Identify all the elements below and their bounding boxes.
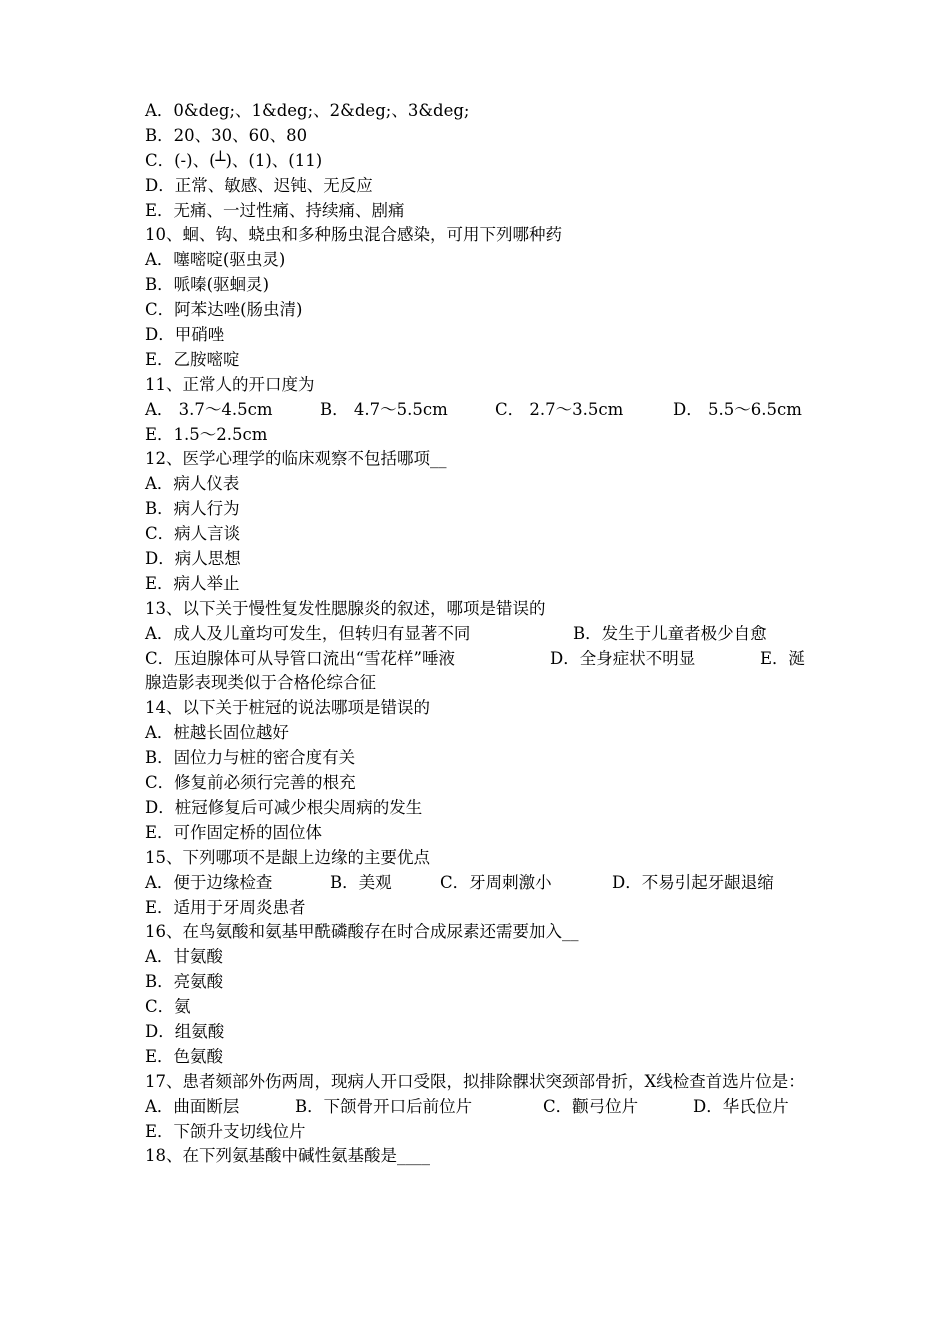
q15-options-row [145, 871, 810, 896]
q14-stem: 14、以下关于桩冠的说法哪项是错误的 [145, 698, 430, 718]
q17-options-row [145, 1095, 810, 1120]
q10-option-b: B．哌嗪(驱蛔灵) [145, 275, 269, 295]
q16-option-d: D．组氨酸 [145, 1021, 225, 1041]
q16-stem: 16、在鸟氨酸和氨基甲酰磷酸存在时合成尿素还需要加入__ [145, 922, 579, 942]
q14-option-a: A．桩越长固位越好 [145, 723, 289, 743]
q14-option-d: D．桩冠修复后可减少根尖周病的发生 [145, 797, 423, 817]
q14-option-c: C．修复前必须行完善的根充 [145, 773, 356, 793]
q11-option-a: A． 3.7～4.5cm [145, 399, 273, 419]
q9-option-e: E．无痛、一过性痛、持续痛、剧痛 [145, 200, 405, 220]
q17-option-b: B．下颌骨开口后前位片 [295, 1096, 473, 1116]
q10-option-e: E．乙胺嘧啶 [145, 349, 240, 369]
q10-option-c: C．阿苯达唑(肠虫清) [145, 300, 303, 320]
q15-option-d: D．不易引起牙龈退缩 [612, 872, 774, 892]
q11-stem: 11、正常人的开口度为 [145, 374, 315, 394]
q14-option-e: E．可作固定桥的固位体 [145, 822, 323, 842]
q16-option-c: C．氨 [145, 997, 191, 1017]
q12-option-e: E．病人举止 [145, 573, 240, 593]
q13-option-d: D．全身症状不明显 [550, 648, 696, 668]
q13-option-b: B．发生于儿童者极少自愈 [573, 623, 767, 643]
q17-stem: 17、患者颏部外伤两周，现病人开口受限，拟排除髁状突颈部骨折，X线检查首选片位是： [145, 1071, 805, 1091]
q13-options-row-1 [145, 622, 810, 647]
q18-stem: 18、在下列氨基酸中碱性氨基酸是____ [145, 1146, 430, 1166]
q17-option-a: A．曲面断层 [145, 1096, 240, 1116]
q15-option-c: C．牙周刺激小 [440, 872, 552, 892]
q10-stem: 10、蛔、钩、蛲虫和多种肠虫混合感染，可用下列哪种药 [145, 225, 562, 245]
q10-option-a: A．噻嘧啶(驱虫灵) [145, 250, 286, 270]
q13-option-e-continued: 腺造影表现类似于合格伦综合征 [145, 673, 376, 693]
q16-option-b: B．亮氨酸 [145, 972, 224, 992]
q12-option-c: C．病人言谈 [145, 524, 241, 544]
q13-options-row-2 [145, 647, 810, 672]
q17-option-d: D．华氏位片 [693, 1096, 789, 1116]
q15-option-b: B．美观 [330, 872, 392, 892]
q17-option-c: C．颧弓位片 [543, 1096, 639, 1116]
q10-option-d: D．甲硝唑 [145, 325, 225, 345]
q9-option-d: D．正常、敏感、迟钝、无反应 [145, 175, 373, 195]
q13-option-e-prefix: E．涎 [760, 648, 806, 668]
q11-options-row [145, 398, 810, 423]
q15-option-a: A．便于边缘检查 [145, 872, 273, 892]
exam-page [145, 99, 810, 1169]
q13-option-a: A．成人及儿童均可发生，但转归有显著不同 [145, 623, 471, 643]
q11-option-e: E．1.5～2.5cm [145, 424, 268, 444]
q12-option-d: D．病人思想 [145, 549, 241, 569]
q15-option-e: E．适用于牙周炎患者 [145, 897, 306, 917]
q11-option-c: C． 2.7～3.5cm [495, 399, 624, 419]
q12-option-b: B．病人行为 [145, 499, 240, 519]
q13-option-c: C．压迫腺体可从导管口流出“雪花样”唾液 [145, 648, 455, 668]
q11-option-b: B． 4.7～5.5cm [320, 399, 448, 419]
q11-option-d: D． 5.5～6.5cm [673, 399, 802, 419]
q15-stem: 15、下列哪项不是龈上边缘的主要优点 [145, 847, 430, 867]
q17-option-e: E．下颌升支切线位片 [145, 1121, 306, 1141]
q16-option-a: A．甘氨酸 [145, 947, 223, 967]
q9-option-b: B．20、30、60、80 [145, 125, 308, 145]
q9-option-c: C．(-)、(┴)、(1)、(11) [145, 150, 323, 170]
q12-option-a: A．病人仪表 [145, 474, 240, 494]
q13-stem: 13、以下关于慢性复发性腮腺炎的叙述，哪项是错误的 [145, 598, 546, 618]
q14-option-b: B．固位力与桩的密合度有关 [145, 748, 356, 768]
q12-stem: 12、医学心理学的临床观察不包括哪项__ [145, 449, 447, 469]
q16-option-e: E．色氨酸 [145, 1046, 224, 1066]
q9-option-a: A．0&deg;、1&deg;、2&deg;、3&deg; [145, 101, 470, 120]
